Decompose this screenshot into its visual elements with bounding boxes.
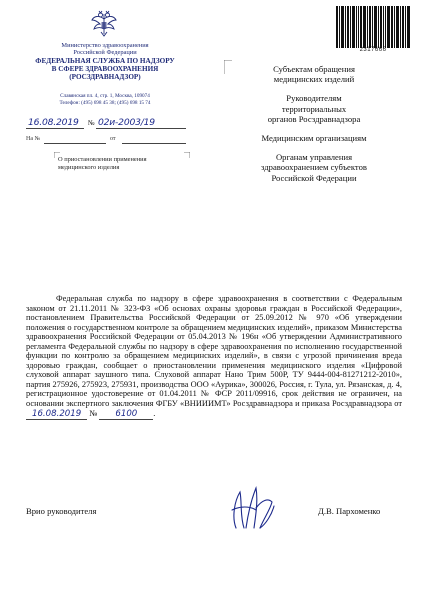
- service-address: Славянская пл. 4, стр. 1, Москва, 109074 Телефон: (495) 698 45 38; (495) 698 15 74: [59, 93, 151, 106]
- reference-label: На №: [26, 136, 41, 142]
- letter-subject: О приостановлении применения медицинского изделия: [58, 156, 147, 171]
- signer-position: Врио руководителя: [26, 506, 97, 516]
- handwritten-signature-icon: [226, 484, 278, 534]
- addressee-item: Руководителям территориальных органов Росздравнадзора: [267, 93, 361, 124]
- letter-body: [26, 294, 402, 419]
- body-paragraph: Федеральная служба по надзору в сфере здравоохранения в соответствии с Федеральным законом от 21.11.2011 № 323-ФЗ «Об основах охраны здоровья граждан в Российской Федерации», постановлением Правительства Российской Федерации от 25.09.2012 № 970 «Об утверждении положения о государственном контроле за обращением медицинских изделий», приказом Министерства здравоохранения Российской Федерации от 05.04.2013 № 196н «Об утверждении Административного регламента Федеральной службы по надзору в сфере здравоохранения по исполнению государственной функции по контролю за обращением медицинских изделий», в связи с угрозой причинения вреда здоровью граждан, сообщает о приостановлении применения медицинского изделия «Цифровой слуховой аппарат заушного типа. Слуховой аппарат Нано Трим 500Р, ТУ 9444-004-81271212-2010», партия 275926, 275923, 275931, производства ООО «Аурика», 300026, Россия, г. Тула, ул. Рязанская, д. 4, регистрационное удостоверение от 01.04.2011 № ФСР 2011/09916, срок действия не ограничен, на основании экспертного заключения ФГБУ «ВНИИИМТ» Росздравнадзора и приказа Росздравнадзора от: [26, 294, 402, 409]
- reference-line: [26, 136, 186, 146]
- addressee-list: [234, 64, 394, 192]
- number-sign: №: [88, 119, 95, 127]
- barcode-number: 2317666: [359, 47, 387, 53]
- state-emblem-icon: [89, 8, 119, 38]
- addressee-item: Субъектам обращения медицинских изделий: [273, 64, 355, 85]
- registration-number: 02и-2003/19: [98, 117, 155, 128]
- barcode-icon: [336, 6, 410, 48]
- addressee-item: Органам управления здравоохранением субъектов Российской Федерации: [261, 152, 367, 183]
- registration-line: [26, 117, 186, 129]
- order-number: 6100: [99, 409, 153, 420]
- service-name: ФЕДЕРАЛЬНАЯ СЛУЖБА ПО НАДЗОРУ В СФЕРЕ ЗДРАВООХРАНЕНИЯ (РОСЗДРАВНАДЗОР): [35, 57, 175, 82]
- addressee-item: Медицинским организациям: [261, 133, 367, 144]
- order-suffix: .: [153, 408, 156, 418]
- reference-from-label: от: [110, 136, 116, 142]
- signer-name: Д.В. Пархоменко: [318, 506, 381, 516]
- order-number-sign: №: [89, 408, 98, 418]
- registration-date: 16.08.2019: [28, 117, 79, 128]
- order-date: 16.08.2019: [26, 409, 87, 420]
- ministry-name: Министерство здравоохранения Российской Федерации: [61, 42, 149, 57]
